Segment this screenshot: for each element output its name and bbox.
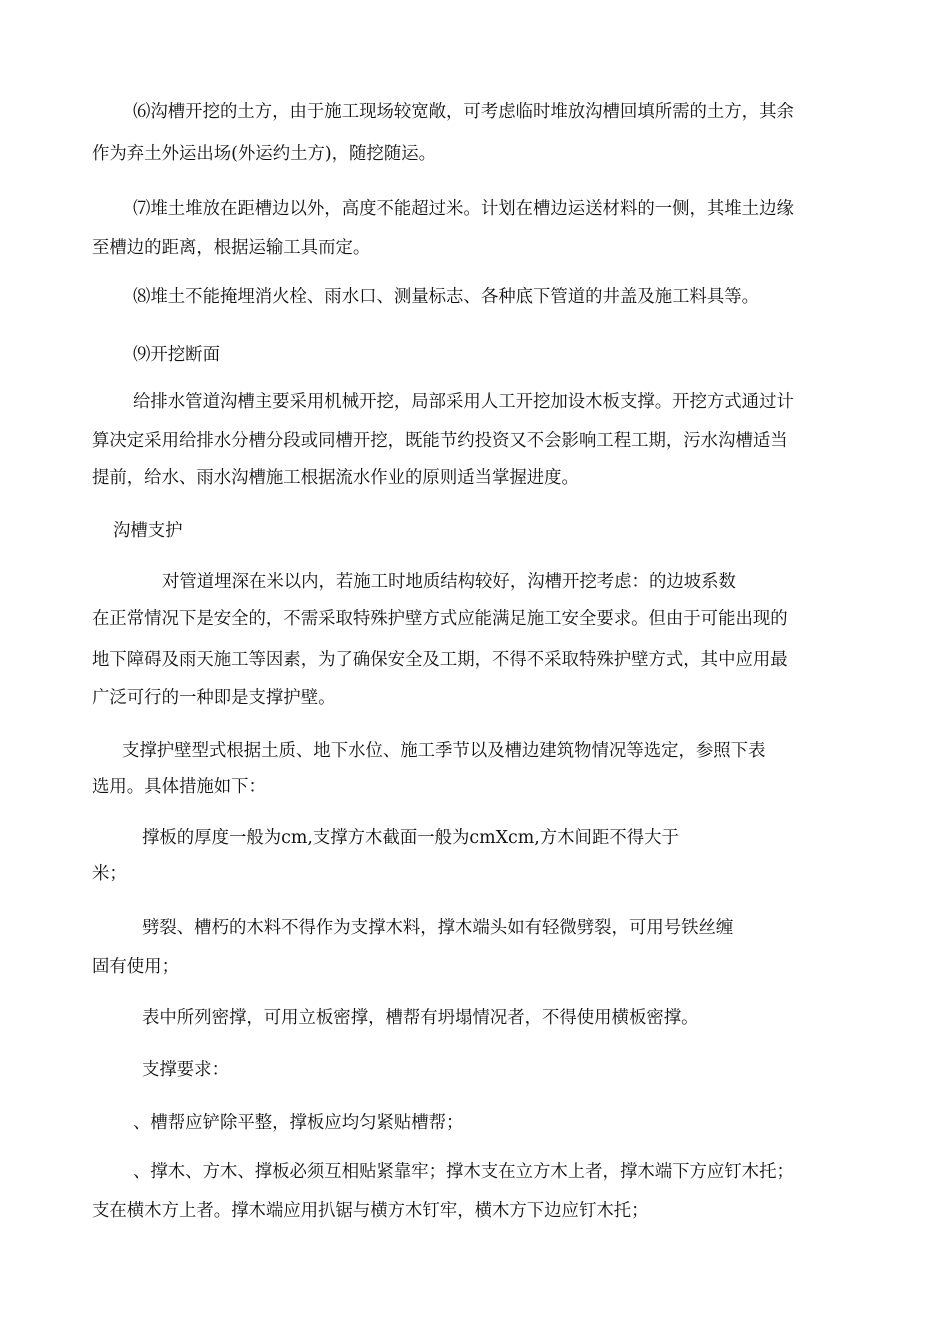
paragraph-line: 对管道埋深在米以内，若施工时地质结构较好，沟槽开挖考虑：的边坡系数 bbox=[162, 572, 736, 592]
paragraph-line: 撑板的厚度一般为cm,支撑方木截面一般为cmXcm,方木间距不得大于 bbox=[142, 828, 679, 848]
paragraph-line: 劈裂、槽朽的木料不得作为支撑木料，撑木端头如有轻微劈裂，可用号铁丝缠 bbox=[142, 918, 734, 938]
paragraph-line: 固有使用； bbox=[92, 957, 179, 977]
paragraph-line: ⑻堆土不能掩埋消火栓、雨水口、测量标志、各种底下管道的井盖及施工料具等。 bbox=[133, 287, 760, 307]
paragraph-line: 在正常情况下是安全的，不需采取特殊护壁方式应能满足施工安全要求。但由于可能出现的 bbox=[92, 609, 788, 629]
section-heading: 沟槽支护 bbox=[113, 521, 183, 541]
paragraph-line: 、槽帮应铲除平整，撑板应均匀紧贴槽帮； bbox=[133, 1113, 464, 1133]
paragraph-line: 表中所列密撑，可用立板密撑，槽帮有坍塌情况者，不得使用横板密撑。 bbox=[142, 1008, 699, 1028]
paragraph-line: 作为弃土外运出场(外运约土方)，随挖随运。 bbox=[92, 144, 436, 164]
paragraph-line: 选用。具体措施如下： bbox=[92, 777, 266, 797]
paragraph-line: 、撑木、方木、撑板必须互相贴紧靠牢；撑木支在立方木上者，撑木端下方应钉木托； bbox=[133, 1162, 794, 1182]
paragraph-line: ⑹沟槽开挖的土方，由于施工现场较宽敞，可考虑临时堆放沟槽回填所需的土方，其余 bbox=[133, 102, 794, 122]
paragraph-line: 支撑要求： bbox=[142, 1060, 229, 1080]
paragraph-line: 地下障碍及雨天施工等因素，为了确保安全及工期，不得不采取特殊护壁方式，其中应用最 bbox=[92, 650, 788, 670]
paragraph-line: 至槽边的距离，根据运输工具而定。 bbox=[92, 238, 371, 258]
paragraph-line: ⑺堆土堆放在距槽边以外，高度不能超过米。计划在槽边运送材料的一侧，其堆土边缘 bbox=[133, 199, 794, 219]
paragraph-line: 广泛可行的一种即是支撑护壁。 bbox=[92, 688, 336, 708]
paragraph-line: 支在横木方上者。撑木端应用扒锯与横方木钉牢，横木方下边应钉木托； bbox=[92, 1201, 649, 1221]
paragraph-line: 支撑护壁型式根据土质、地下水位、施工季节以及槽边建筑物情况等选定，参照下表 bbox=[122, 741, 766, 761]
paragraph-line: 米； bbox=[92, 864, 127, 884]
paragraph-line: 给排水管道沟槽主要采用机械开挖，局部采用人工开挖加设木板支撑。开挖方式通过计 bbox=[133, 392, 794, 412]
paragraph-line: 提前，给水、雨水沟槽施工根据流水作业的原则适当掌握进度。 bbox=[92, 468, 579, 488]
paragraph-line: ⑼开挖断面 bbox=[133, 345, 220, 365]
paragraph-line: 算决定采用给排水分槽分段或同槽开挖，既能节约投资又不会影响工程工期，污水沟槽适当 bbox=[92, 431, 788, 451]
